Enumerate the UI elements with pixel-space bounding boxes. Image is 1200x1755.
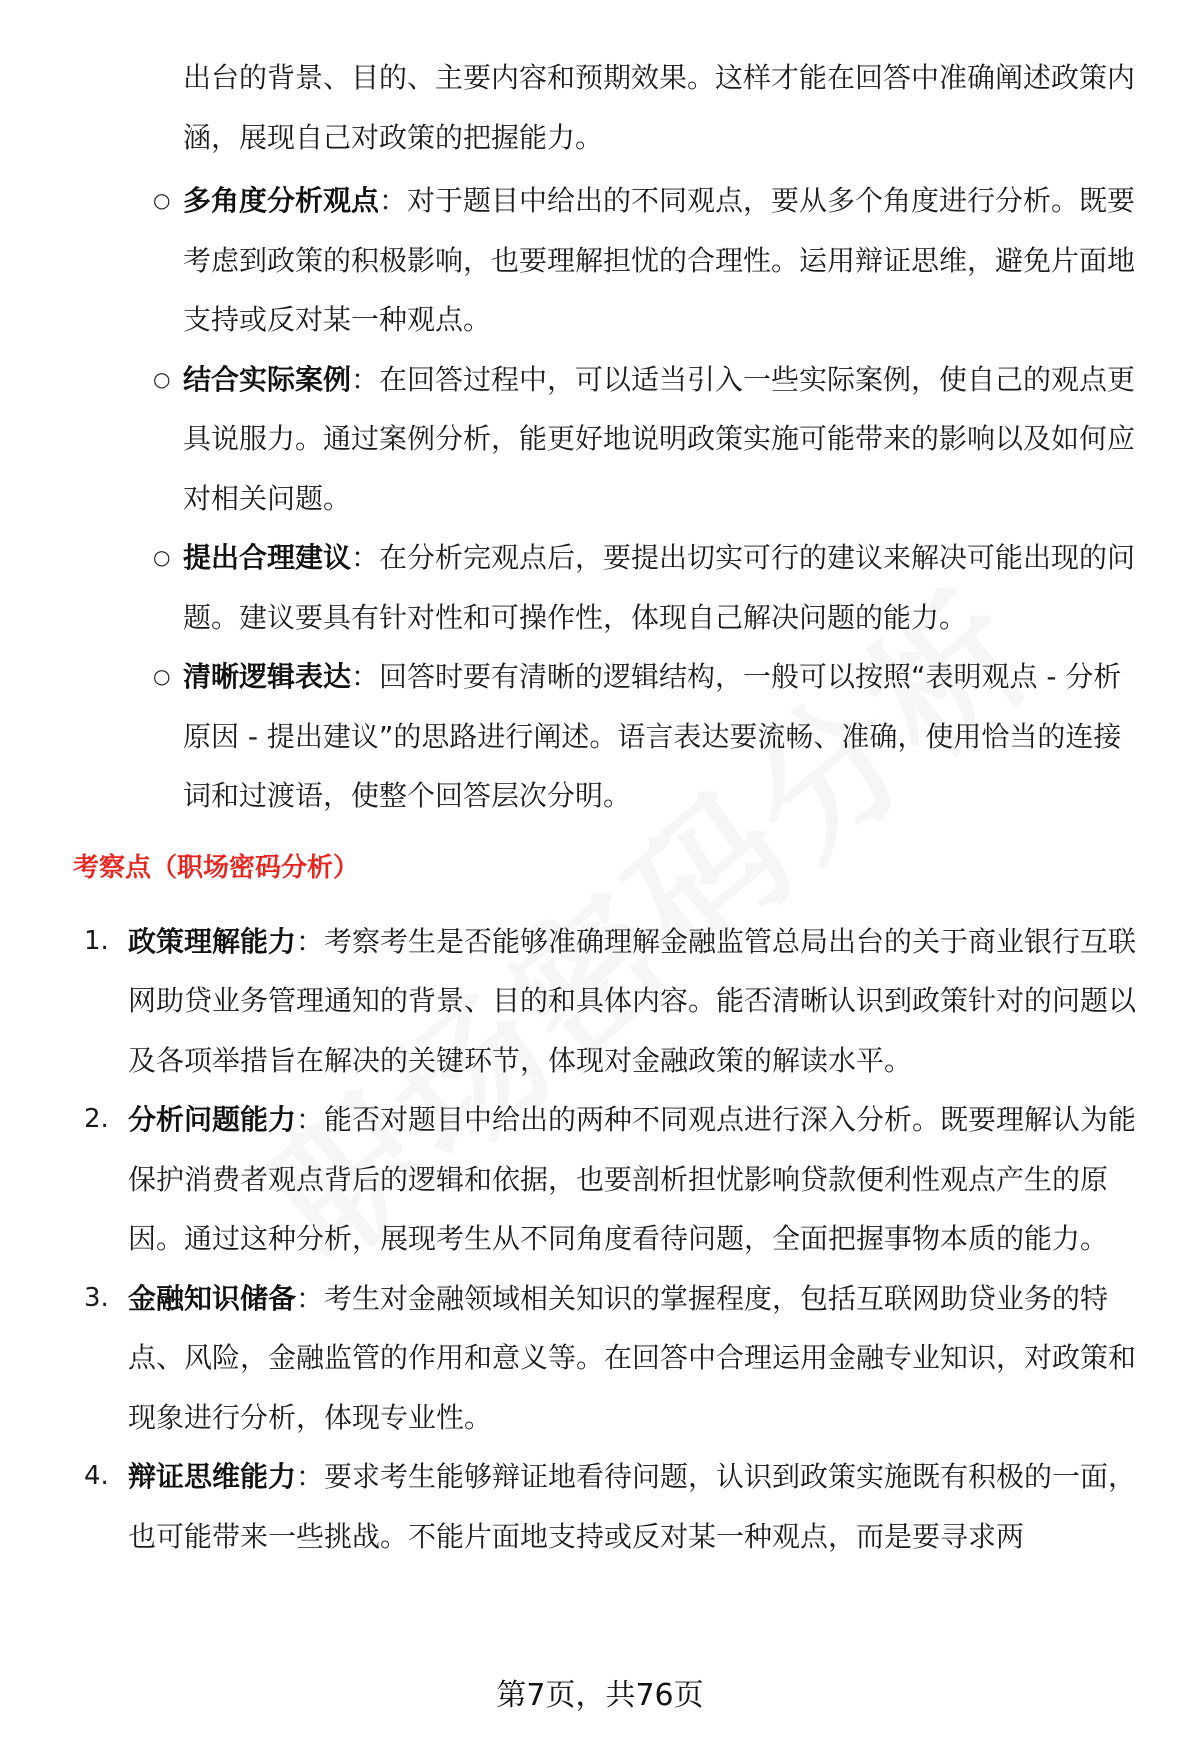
list-item bbox=[84, 912, 1138, 1091]
circle-bullet-icon: ○ bbox=[153, 545, 171, 569]
item-term: 分析问题能力 bbox=[128, 1103, 297, 1136]
list-item bbox=[153, 528, 1136, 647]
circle-bullet-icon: ○ bbox=[153, 188, 171, 212]
section-heading: 考察点（职场密码分析） bbox=[73, 852, 360, 883]
item-number: 3. bbox=[84, 1282, 109, 1313]
item-term: 多角度分析观点 bbox=[183, 184, 380, 217]
page-content bbox=[0, 48, 1200, 1566]
item-term: 提出合理建议 bbox=[183, 541, 352, 574]
item-term: 结合实际案例 bbox=[183, 362, 352, 396]
list-item bbox=[153, 647, 1136, 826]
page-number: 第7页，共76页 bbox=[496, 1678, 704, 1713]
list-item bbox=[153, 171, 1136, 350]
list-item bbox=[84, 1269, 1138, 1448]
item-text: ：要求考生能够辩证地看待问题，认识到政策实施既有积极的一面，也可能带来一些挑战。不能片面地支持或反对某一种观点，而是要寻求两 bbox=[128, 1460, 1137, 1553]
item-number: 4. bbox=[84, 1461, 109, 1491]
item-term: 金融知识储备 bbox=[128, 1281, 297, 1315]
list-item bbox=[84, 1090, 1138, 1269]
list-item bbox=[153, 350, 1136, 529]
item-text: ：对于题目中给出的不同观点，要从多个角度进行分析。既要考虑到政策的积极影响，也要理解担忧的合理性。运用辩证思维，避免片面地支持或反对某一种观点。 bbox=[183, 184, 1136, 336]
item-text: ：在分析完观点后，要提出切实可行的建议来解决可能出现的问题。建议要具有针对性和可操作性，体现自己解决问题的能力。 bbox=[183, 541, 1136, 634]
circle-bullet-icon: ○ bbox=[153, 664, 171, 688]
list-item bbox=[84, 1447, 1138, 1566]
list-item bbox=[183, 48, 1136, 167]
item-number: 2. bbox=[84, 1104, 109, 1134]
item-text: ：考生对金融领域相关知识的掌握程度，包括互联网助贷业务的特点、风险，金融监管的作用和意义等。在回答中合理运用金融专业知识，对政策和现象进行分析，体现专业性。 bbox=[128, 1281, 1137, 1434]
assessment-list bbox=[0, 912, 1200, 1567]
circle-bullet-icon: ○ bbox=[153, 366, 171, 391]
item-number: 1. bbox=[84, 925, 109, 956]
item-term: 政策理解能力 bbox=[128, 924, 297, 958]
item-term: 辩证思维能力 bbox=[128, 1460, 297, 1493]
item-term: 清晰逻辑表达 bbox=[183, 660, 352, 693]
item-text: ：考察考生是否能够准确理解金融监管总局出台的关于商业银行互联网助贷业务管理通知的背景、目的和具体内容。能否清晰认识到政策针对的问题以及各项举措旨在解决的关键环节，体现对金融政策的解读水平。 bbox=[128, 924, 1137, 1077]
tips-list bbox=[0, 48, 1200, 826]
item-text: ：回答时要有清晰的逻辑结构，一般可以按照“表明观点 - 分析原因 - 提出建议”的思路进行阐述。语言表达要流畅、准确，使用恰当的连接词和过渡语，使整个回答层次分明。 bbox=[183, 660, 1122, 812]
item-text: ：在回答过程中，可以适当引入一些实际案例，使自己的观点更具说服力。通过案例分析，能更好地说明政策实施可能带来的影响以及如何应对相关问题。 bbox=[183, 362, 1136, 515]
item-text: 出台的背景、目的、主要内容和预期效果。这样才能在回答中准确阐述政策内涵，展现自己对政策的把握能力。 bbox=[183, 61, 1136, 154]
item-text: ：能否对题目中给出的两种不同观点进行深入分析。既要理解认为能保护消费者观点背后的逻辑和依据，也要剖析担忧影响贷款便利性观点产生的原因。通过这种分析，展现考生从不同角度看待问题，全面把握事物本质的能力。 bbox=[128, 1103, 1137, 1255]
